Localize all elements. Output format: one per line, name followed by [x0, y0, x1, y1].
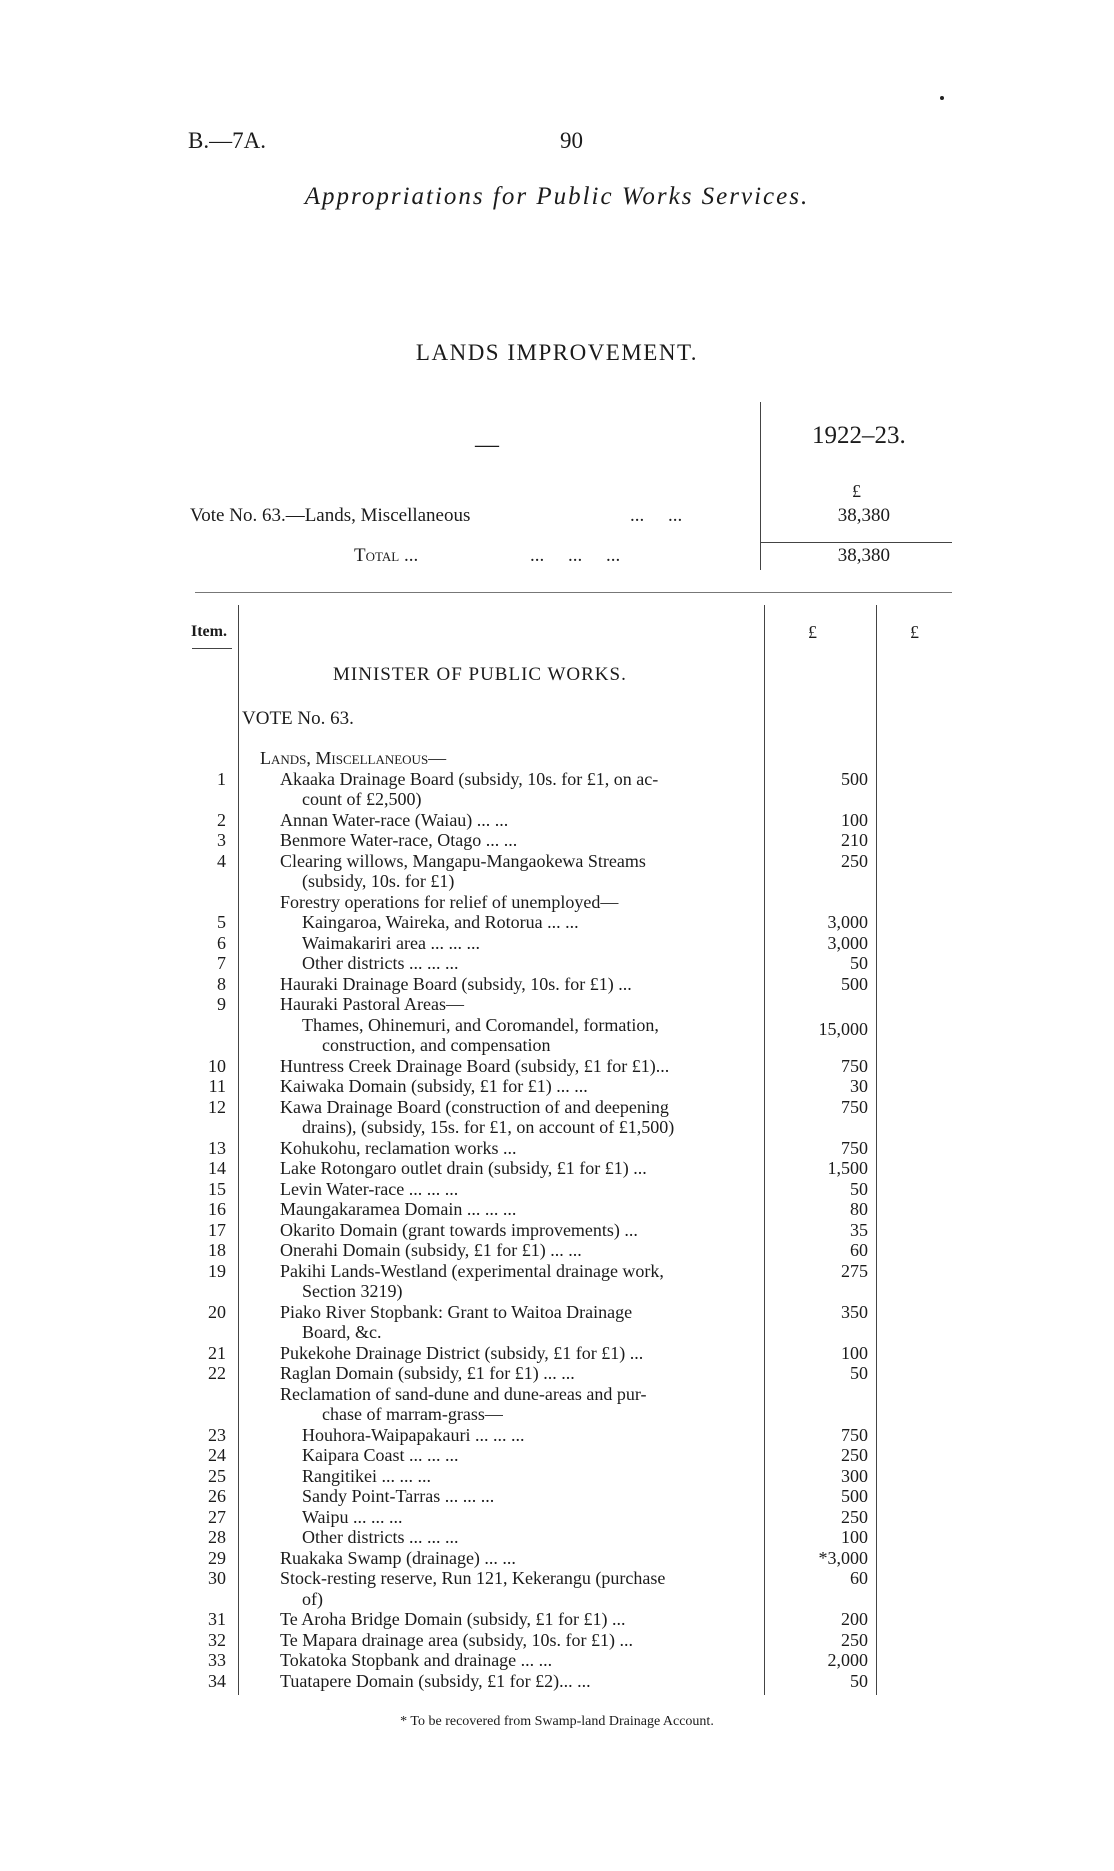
item-description: of) — [302, 1588, 323, 1609]
total-column-header: £ — [910, 622, 919, 642]
item-amount: 750 — [841, 1424, 868, 1445]
item-number: 31 — [208, 1609, 226, 1629]
item-description: Annan Water-race (Waiau) ... ... — [280, 809, 509, 830]
item-number: 26 — [208, 1486, 226, 1506]
item-description: Waimakariri area ... ... ... — [302, 932, 480, 953]
minister-heading: MINISTER OF PUBLIC WORKS. — [333, 664, 627, 685]
item-number: 12 — [208, 1096, 226, 1117]
item-amount: 250 — [841, 1629, 868, 1650]
item-description: drains), (subsidy, 15s. for £1, on account of £1,500) — [302, 1117, 675, 1137]
item-description: Te Aroha Bridge Domain (subsidy, £1 for £1) ... — [280, 1609, 626, 1629]
vote-amount: 38,380 — [837, 505, 890, 526]
item-number: 30 — [208, 1568, 226, 1588]
item-amount: 50 — [850, 1363, 868, 1383]
summary-dash: — — [475, 432, 499, 458]
item-description: Pakihi Lands-Westland (experimental drainage work, — [280, 1260, 664, 1281]
item-description: Raglan Domain (subsidy, £1 for £1) ... ... — [280, 1363, 575, 1383]
section-title: LANDS IMPROVEMENT. — [415, 340, 699, 365]
item-description: Hauraki Drainage Board (subsidy, 10s. for £1) ... — [280, 973, 632, 994]
item-amount: 15,000 — [818, 1018, 868, 1039]
item-number: 22 — [208, 1363, 226, 1383]
item-description: Clearing willows, Mangapu-Mangaokewa Streams — [280, 850, 646, 871]
item-description: Kaipara Coast ... ... ... — [302, 1445, 459, 1465]
item-description: Te Mapara drainage area (subsidy, 10s. for £1) ... — [280, 1629, 633, 1650]
item-description: Waipu ... ... ... — [302, 1506, 403, 1527]
item-description: Stock-resting reserve, Run 121, Kekerangu (purchase — [280, 1568, 666, 1588]
item-number: 6 — [217, 932, 226, 953]
summary-year: 1922–23. — [812, 422, 906, 449]
item-number: 23 — [208, 1424, 226, 1445]
item-number: 15 — [208, 1178, 226, 1199]
item-number: 33 — [208, 1650, 226, 1670]
item-amount: 750 — [841, 1096, 868, 1117]
item-column-divider — [238, 605, 239, 1695]
item-number: 3 — [217, 830, 226, 850]
item-amount: 60 — [850, 1240, 868, 1260]
item-amount: 500 — [841, 768, 868, 789]
item-description: Rangitikei ... ... ... — [302, 1465, 431, 1486]
total-label: Total ... — [354, 545, 419, 566]
item-number: 4 — [217, 850, 226, 871]
item-description: count of £2,500) — [302, 789, 422, 809]
item-description: Sandy Point-Tarras ... ... ... — [302, 1486, 495, 1506]
item-description: Levin Water-race ... ... ... — [280, 1178, 459, 1199]
item-amount: 250 — [841, 1445, 868, 1465]
vote-leaders: ... ... — [630, 505, 683, 526]
item-number: 20 — [208, 1301, 226, 1322]
item-description: Akaaka Drainage Board (subsidy, 10s. for £1, on ac- — [280, 768, 659, 789]
total-amount: 38,380 — [837, 545, 890, 566]
item-amount: 3,000 — [827, 932, 868, 953]
item-description: Other districts ... ... ... — [302, 953, 459, 973]
item-amount: 100 — [841, 1342, 868, 1363]
item-description: Board, &c. — [302, 1322, 382, 1342]
item-description: Onerahi Domain (subsidy, £1 for £1) ... ... — [280, 1240, 582, 1260]
item-amount: 275 — [841, 1260, 868, 1281]
item-number: 32 — [208, 1629, 226, 1650]
item-number: 27 — [208, 1506, 226, 1527]
item-description: Lake Rotongaro outlet drain (subsidy, £1 for £1) ... — [280, 1158, 647, 1178]
item-description: Houhora-Waipapakauri ... ... ... — [302, 1424, 525, 1445]
item-description: chase of marram-grass— — [322, 1404, 503, 1424]
item-number: 14 — [208, 1158, 226, 1178]
item-description: Okarito Domain (grant towards improvements) ... — [280, 1219, 638, 1240]
item-number: 18 — [208, 1240, 226, 1260]
item-column-header: Item. — [191, 623, 227, 640]
item-header-rule — [192, 648, 232, 649]
item-description: Forestry operations for relief of unemployed— — [280, 891, 619, 912]
item-number: 9 — [217, 994, 226, 1014]
item-amount: 250 — [841, 1506, 868, 1527]
item-number: 7 — [217, 953, 226, 973]
page-title: Appropriations for Public Works Services. — [304, 183, 810, 210]
item-number: 8 — [217, 973, 226, 994]
item-description: Maungakaramea Domain ... ... ... — [280, 1199, 517, 1219]
item-amount: 3,000 — [827, 912, 868, 932]
item-description: Kaingaroa, Waireka, and Rotorua ... ... — [302, 912, 579, 932]
item-number: 25 — [208, 1465, 226, 1486]
item-description: Reclamation of sand-dune and dune-areas and pur- — [280, 1383, 647, 1404]
item-description: Lands, Miscellaneous— — [260, 748, 447, 768]
item-number: 29 — [208, 1547, 226, 1568]
item-amount: 300 — [841, 1465, 868, 1486]
item-description: construction, and compensation — [322, 1035, 551, 1055]
item-description: Huntress Creek Drainage Board (subsidy, £1 for £1)... — [280, 1055, 670, 1076]
item-number: 19 — [208, 1260, 226, 1281]
amount-column-divider — [764, 605, 765, 1695]
document-code: B.—7A. — [188, 128, 266, 153]
item-amount: 50 — [850, 1178, 868, 1199]
item-amount: 750 — [841, 1055, 868, 1076]
item-amount: *3,000 — [818, 1547, 868, 1568]
item-amount: 2,000 — [827, 1650, 868, 1670]
item-amount: 100 — [841, 809, 868, 830]
item-amount: 50 — [850, 953, 868, 973]
item-description: Tuatapere Domain (subsidy, £1 for £2)... ... — [280, 1670, 591, 1691]
item-amount: 350 — [841, 1301, 868, 1322]
item-number: 16 — [208, 1199, 226, 1219]
item-description: Tokatoka Stopbank and drainage ... ... — [280, 1650, 553, 1670]
item-amount: 750 — [841, 1137, 868, 1158]
item-amount: 200 — [841, 1609, 868, 1629]
total-column-divider — [876, 605, 877, 1695]
item-description: (subsidy, 10s. for £1) — [302, 871, 455, 891]
amount-column-header: £ — [808, 622, 817, 642]
total-rule — [760, 542, 952, 543]
page-number: 90 — [560, 128, 583, 153]
summary-pound-sign: £ — [852, 481, 861, 501]
footnote: * To be recovered from Swamp-land Drainage Account. — [400, 1714, 714, 1729]
item-description: Pukekohe Drainage District (subsidy, £1 for £1) ... — [280, 1342, 644, 1363]
vote-label: Vote No. 63.—Lands, Miscellaneous — [190, 505, 471, 526]
item-description: Ruakaka Swamp (drainage) ... ... — [280, 1547, 516, 1568]
item-amount: 210 — [841, 830, 868, 850]
item-amount: 500 — [841, 1486, 868, 1506]
item-number: 28 — [208, 1527, 226, 1547]
item-description: Piako River Stopbank: Grant to Waitoa Drainage — [280, 1301, 633, 1322]
item-number: 13 — [208, 1137, 226, 1158]
item-number: 10 — [208, 1055, 226, 1076]
item-number: 2 — [217, 809, 226, 830]
item-amount: 500 — [841, 973, 868, 994]
separator-rule — [195, 592, 952, 593]
summary-divider — [760, 402, 761, 570]
item-description: Benmore Water-race, Otago ... ... — [280, 830, 518, 850]
item-number: 5 — [217, 912, 226, 932]
item-description: Section 3219) — [302, 1281, 403, 1301]
item-description: Thames, Ohinemuri, and Coromandel, formation, — [302, 1014, 659, 1035]
item-description: Hauraki Pastoral Areas— — [280, 994, 464, 1014]
item-amount: 35 — [850, 1219, 868, 1240]
item-amount: 60 — [850, 1568, 868, 1588]
item-number: 34 — [208, 1670, 226, 1691]
item-description: Kaiwaka Domain (subsidy, £1 for £1) ... ... — [280, 1076, 588, 1096]
item-amount: 1,500 — [827, 1158, 868, 1178]
item-amount: 80 — [850, 1199, 868, 1219]
item-number: 17 — [208, 1219, 226, 1240]
item-number: 24 — [208, 1445, 226, 1465]
item-number: 11 — [208, 1076, 226, 1096]
item-number: 1 — [217, 768, 226, 789]
item-number: 21 — [208, 1342, 226, 1363]
vote-heading: VOTE No. 63. — [242, 708, 354, 729]
total-leaders: ... ... ... — [530, 545, 621, 566]
item-description: Kohukohu, reclamation works ... — [280, 1137, 517, 1158]
item-description: Kawa Drainage Board (construction of and deepening — [280, 1096, 669, 1117]
item-amount: 50 — [850, 1670, 868, 1691]
ink-speck — [940, 96, 944, 100]
item-amount: 100 — [841, 1527, 868, 1547]
item-amount: 250 — [841, 850, 868, 871]
item-description: Other districts ... ... ... — [302, 1527, 459, 1547]
item-amount: 30 — [850, 1076, 868, 1096]
